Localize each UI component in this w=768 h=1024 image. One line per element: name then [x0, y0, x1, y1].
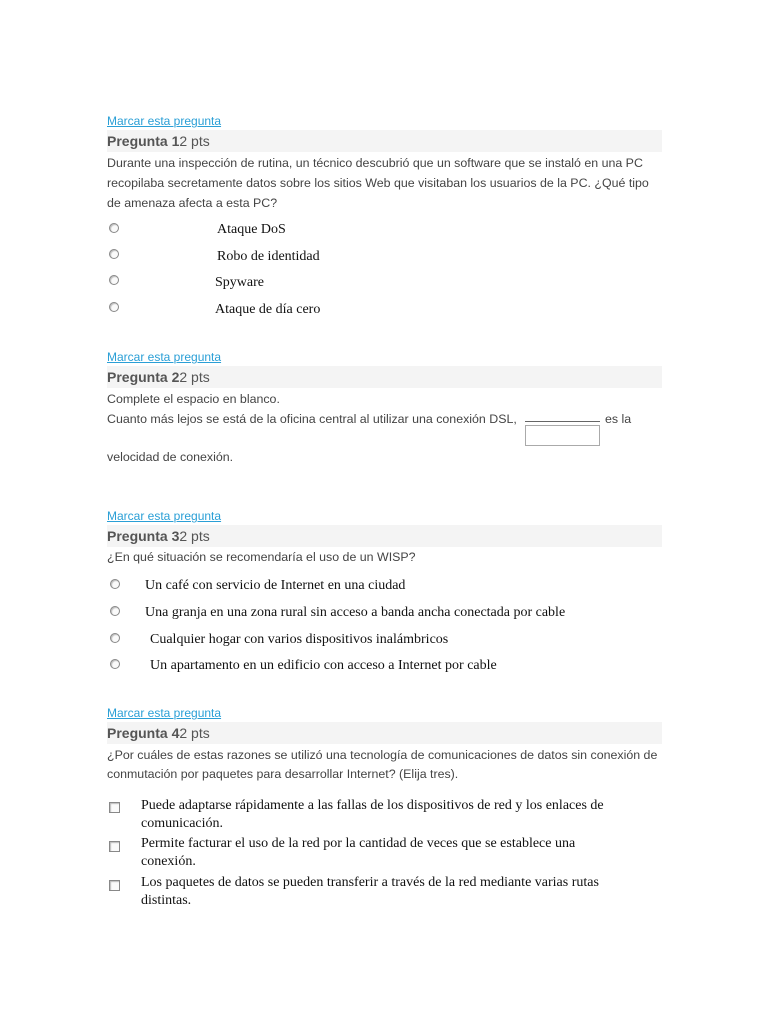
answer-option[interactable]: [107, 633, 662, 659]
question-4: [107, 706, 662, 915]
question-text: [107, 409, 662, 443]
answer-label: [141, 797, 604, 833]
question-text-before: Cuanto más lejos se está de la oficina central al utilizar una conexión DSL,: [107, 412, 517, 426]
blank-underline: [525, 409, 600, 422]
question-title: Pregunta 1: [107, 133, 180, 149]
question-header: [107, 366, 662, 388]
question-text: Durante una inspección de rutina, un técnico descubrió que un software que se instaló en una PC recopilaba secretamente datos sobre los sitios Web que visitaban los usuarios de la PC. ¿Qué tipo de amenaza afecta a esta PC?: [107, 156, 649, 210]
question-header: [107, 722, 662, 744]
question-header: [107, 130, 662, 152]
checkbox[interactable]: [109, 880, 120, 891]
question-header: [107, 525, 662, 547]
checkbox[interactable]: [109, 841, 120, 852]
radio-button[interactable]: [110, 606, 120, 616]
question-text: ¿En qué situación se recomendaría el uso de un WISP?: [107, 550, 416, 564]
answer-label: Ataque DoS: [217, 222, 286, 237]
answer-label: [141, 835, 575, 871]
question-title: Pregunta 2: [107, 369, 180, 385]
flag-question-link[interactable]: Marcar esta pregunta: [107, 706, 222, 720]
answer-label: Una granja en una zona rural sin acceso a banda ancha conectada por cable: [145, 605, 566, 620]
answer-label: Spyware: [215, 275, 264, 290]
question-1: [107, 114, 662, 327]
radio-button[interactable]: [110, 633, 120, 643]
answer-label-line2: conexión.: [141, 854, 196, 869]
answer-option[interactable]: [107, 659, 662, 685]
radio-button[interactable]: [110, 579, 120, 589]
question-text-end: velocidad de conexión.: [107, 450, 234, 464]
answer-option[interactable]: [107, 798, 662, 837]
answer-label-line2: comunicación.: [141, 816, 224, 831]
answer-option[interactable]: [107, 876, 662, 915]
answer-option[interactable]: [107, 223, 662, 249]
question-text-after: es la: [605, 412, 632, 426]
answer-option[interactable]: [107, 606, 662, 633]
question-points: 2 pts: [179, 133, 210, 149]
question-title: Pregunta 3: [107, 528, 180, 544]
answer-label-line2: distintas.: [141, 893, 192, 908]
answer-label-line1: Los paquetes de datos se pueden transferir a través de la red mediante varias rutas: [141, 875, 599, 890]
question-points: 2 pts: [179, 528, 210, 544]
answer-option[interactable]: [107, 275, 662, 301]
flag-question-link[interactable]: Marcar esta pregunta: [107, 114, 222, 128]
blank-answer-input[interactable]: [525, 425, 600, 446]
flag-question-link[interactable]: Marcar esta pregunta: [107, 350, 222, 364]
answer-label: Robo de identidad: [217, 249, 320, 264]
question-points: 2 pts: [179, 725, 210, 741]
answer-label: [141, 874, 599, 910]
answer-label-line1: Puede adaptarse rápidamente a las fallas de los dispositivos de red y los enlaces de: [141, 798, 604, 813]
radio-button[interactable]: [110, 659, 120, 669]
radio-button[interactable]: [109, 223, 119, 233]
answer-option[interactable]: [107, 249, 662, 275]
radio-button[interactable]: [109, 302, 119, 312]
answer-label: Cualquier hogar con varios dispositivos inalámbricos: [150, 632, 449, 647]
answer-option[interactable]: [107, 301, 662, 327]
question-3: [107, 509, 662, 685]
flag-question-link[interactable]: Marcar esta pregunta: [107, 509, 222, 523]
question-title: Pregunta 4: [107, 725, 180, 741]
answer-option[interactable]: [107, 837, 662, 876]
answer-label-line1: Permite facturar el uso de la red por la cantidad de veces que se establece una: [141, 836, 576, 851]
radio-button[interactable]: [109, 275, 119, 285]
radio-button[interactable]: [109, 249, 119, 259]
question-points: 2 pts: [179, 369, 210, 385]
question-text: ¿Por cuáles de estas razones se utilizó una tecnología de comunicaciones de datos sin conexión de conmutación por paquetes para desarrollar Internet? (Elija tres).: [107, 748, 658, 781]
checkbox[interactable]: [109, 802, 120, 813]
answer-label: Un apartamento en un edificio con acceso a Internet por cable: [150, 658, 497, 673]
question-2: [107, 350, 662, 467]
answer-label: Ataque de día cero: [215, 302, 321, 317]
answer-option[interactable]: [107, 579, 662, 606]
answer-label: Un café con servicio de Internet en una ciudad: [145, 578, 406, 593]
question-instruction: Complete el espacio en blanco.: [107, 392, 280, 406]
